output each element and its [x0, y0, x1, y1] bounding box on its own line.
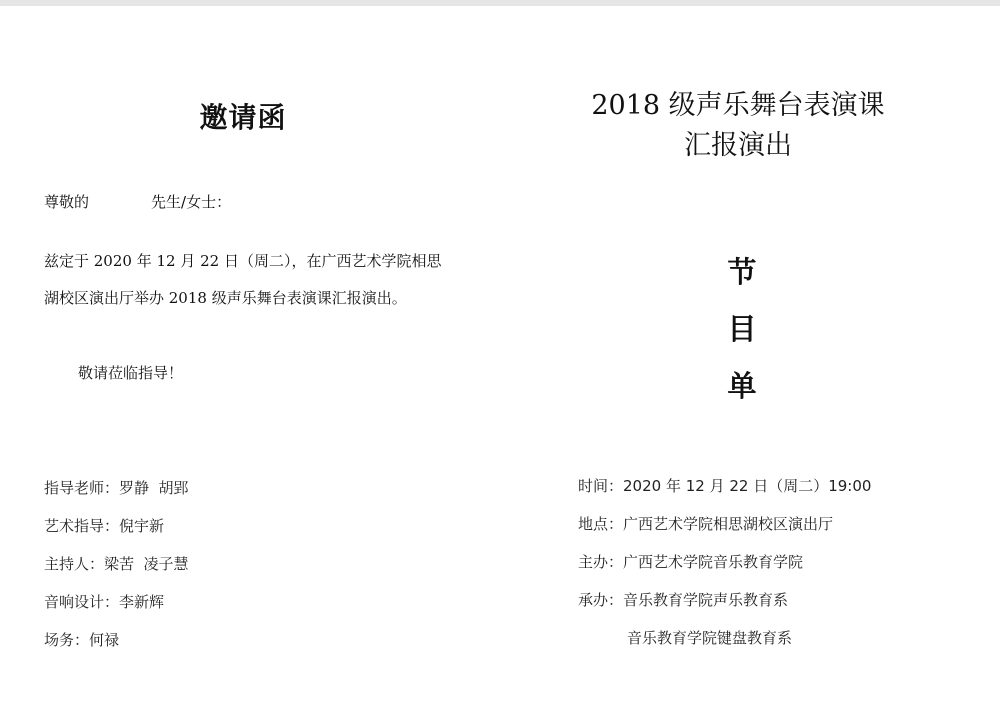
info-label: 时间： — [578, 477, 624, 495]
staff-row — [44, 590, 189, 628]
info-value: 音乐教育学院键盘教育系 — [627, 629, 793, 647]
program-page — [500, 0, 1000, 714]
program-char: 目 — [727, 312, 757, 346]
program-char: 单 — [727, 369, 757, 403]
info-row-organizer — [578, 588, 871, 626]
info-row-host — [578, 550, 871, 588]
info-label: 地点： — [578, 515, 624, 533]
staff-value: 何禄 — [89, 631, 120, 649]
staff-label: 艺术指导： — [44, 517, 120, 535]
info-label: 主办： — [578, 553, 624, 571]
info-value: 广西艺术学院音乐教育学院 — [623, 553, 804, 571]
info-row-location — [578, 512, 871, 550]
staff-row — [44, 476, 189, 514]
program-char: 节 — [727, 255, 757, 289]
staff-value: 倪宇新 — [119, 517, 165, 535]
info-value: 2020 年 12 月 22 日（周二）19:00 — [623, 477, 872, 495]
staff-value: 罗静 胡郢 — [119, 479, 189, 497]
event-info — [578, 474, 871, 664]
invitation-title: 邀请函 — [199, 101, 287, 134]
staff-label: 场务： — [44, 631, 90, 649]
staff-row — [44, 514, 189, 552]
info-label: 承办： — [578, 591, 624, 609]
staff-value: 梁苦 凌子慧 — [104, 555, 189, 573]
staff-label: 主持人： — [44, 555, 105, 573]
salutation — [44, 191, 231, 212]
program-title-line1: 2018 级声乐舞台表演课 — [591, 90, 885, 121]
invitation-body: 兹定于 2020 年 12 月 22 日（周二），在广西艺术学院相思湖校区演出厅举办 2018 级声乐舞台表演课汇报演出。 — [44, 252, 442, 307]
info-row-organizer-2 — [578, 626, 871, 664]
invitation-closing: 敬请莅临指导！ — [78, 364, 184, 382]
info-value: 音乐教育学院声乐教育系 — [623, 591, 789, 609]
salutation-end: 先生/女士： — [151, 193, 232, 211]
staff-list — [44, 476, 189, 666]
program-title — [500, 86, 976, 166]
staff-label: 指导老师： — [44, 479, 120, 497]
staff-row — [44, 628, 189, 666]
program-heading-vertical — [722, 244, 762, 415]
staff-value: 李新辉 — [119, 593, 165, 611]
info-value: 广西艺术学院相思湖校区演出厅 — [623, 515, 834, 533]
info-row-time — [578, 474, 871, 512]
program-title-line2: 汇报演出 — [684, 130, 792, 161]
salutation-start: 尊敬的 — [44, 193, 90, 211]
staff-row — [44, 552, 189, 590]
staff-label: 音响设计： — [44, 593, 120, 611]
